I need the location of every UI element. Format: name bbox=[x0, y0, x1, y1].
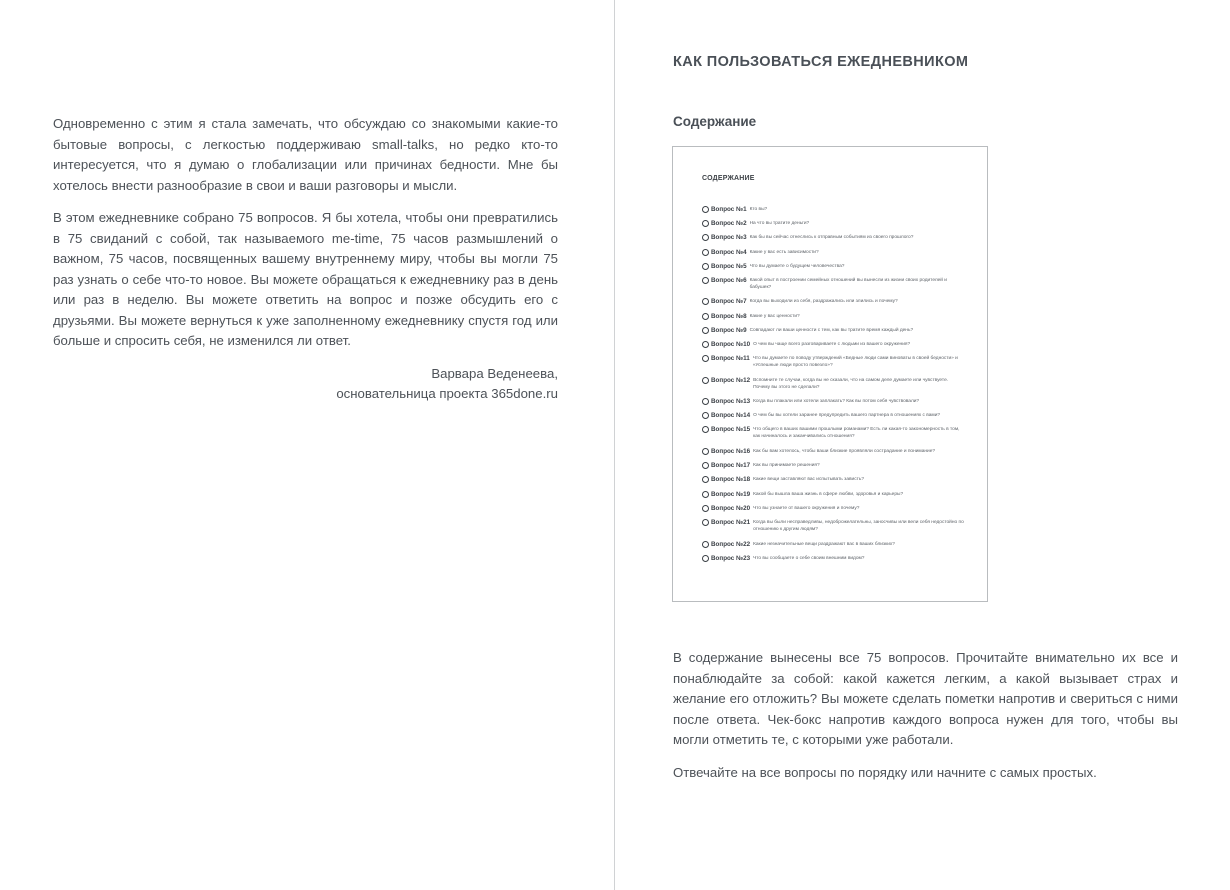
contents-item bbox=[702, 397, 964, 406]
contents-item bbox=[702, 354, 964, 369]
author-signature bbox=[53, 364, 558, 405]
contents-item bbox=[702, 540, 964, 549]
question-number: Вопрос №3 bbox=[711, 234, 747, 241]
contents-item bbox=[702, 262, 964, 271]
question-number: Вопрос №8 bbox=[711, 313, 747, 320]
contents-subheading: Содержание bbox=[673, 114, 757, 129]
contents-item bbox=[702, 326, 964, 335]
thumbnail-title: СОДЕРЖАНИЕ bbox=[702, 175, 755, 182]
checkbox-circle-icon[interactable] bbox=[702, 505, 709, 512]
question-number: Вопрос №1 bbox=[711, 206, 747, 213]
author-name: Варвара Веденеева, bbox=[431, 365, 558, 381]
question-number: Вопрос №10 bbox=[711, 341, 751, 348]
question-text: Что общего в ваших вашими прошлыми романами? Есть ли какая-то закономерность в том, как начиналось и заканчивались отношения? bbox=[753, 427, 960, 439]
left-page-content bbox=[53, 114, 558, 405]
contents-item bbox=[702, 376, 964, 391]
question-number: Вопрос №7 bbox=[711, 298, 747, 305]
question-number: Вопрос №2 bbox=[711, 220, 747, 227]
question-text: О чем вы чаще всего разговариваете с людьми из вашего окружения? bbox=[753, 342, 911, 347]
checkbox-circle-icon[interactable] bbox=[702, 555, 709, 562]
question-text: Какой бы вышла ваша жизнь в сфере любви, здоровья и карьеры? bbox=[753, 492, 904, 497]
checkbox-circle-icon[interactable] bbox=[702, 313, 709, 320]
contents-item bbox=[702, 219, 964, 228]
question-number: Вопрос №23 bbox=[711, 555, 751, 562]
question-number: Вопрос №21 bbox=[711, 519, 751, 526]
question-number: Вопрос №4 bbox=[711, 249, 747, 256]
checkbox-circle-icon[interactable] bbox=[702, 277, 709, 284]
author-role: основательница проекта 365done.ru bbox=[336, 386, 558, 401]
contents-thumbnail bbox=[672, 146, 988, 602]
question-text: Какие у вас есть зависимости? bbox=[749, 250, 819, 255]
checkbox-circle-icon[interactable] bbox=[702, 448, 709, 455]
contents-item bbox=[702, 518, 964, 533]
question-text: Какие незначительные вещи раздражают вас в ваших близких? bbox=[753, 542, 895, 547]
contents-item bbox=[702, 205, 964, 214]
checkbox-circle-icon[interactable] bbox=[702, 206, 709, 213]
question-number: Вопрос №14 bbox=[711, 412, 751, 419]
contents-item bbox=[702, 490, 964, 499]
question-number: Вопрос №9 bbox=[711, 327, 747, 334]
question-text: Как бы вам хотелось, чтобы ваши близкие проявляли сострадание и понимание? bbox=[753, 449, 936, 454]
contents-item bbox=[702, 447, 964, 456]
contents-item bbox=[702, 475, 964, 484]
question-text: Какие у вас ценности? bbox=[749, 314, 800, 319]
question-number: Вопрос №12 bbox=[711, 377, 751, 384]
contents-item bbox=[702, 425, 964, 440]
question-text: Что вы узнаете от вашего окружения и почему? bbox=[753, 506, 860, 511]
checkbox-circle-icon[interactable] bbox=[702, 398, 709, 405]
contents-item bbox=[702, 504, 964, 513]
checkbox-circle-icon[interactable] bbox=[702, 263, 709, 270]
question-number: Вопрос №17 bbox=[711, 462, 751, 469]
checkbox-circle-icon[interactable] bbox=[702, 341, 709, 348]
contents-item bbox=[702, 340, 964, 349]
question-number: Вопрос №11 bbox=[711, 355, 750, 362]
question-text: На что вы тратите деньги? bbox=[749, 221, 810, 226]
question-text: Когда вы выходили из себя, раздражались или злились и почему? bbox=[749, 299, 898, 304]
checkbox-circle-icon[interactable] bbox=[702, 541, 709, 548]
contents-item bbox=[702, 461, 964, 470]
question-text: Когда вы плакали или хотели заплакать? Как вы потом себя чувствовали? bbox=[753, 399, 920, 404]
contents-item bbox=[702, 233, 964, 242]
checkbox-circle-icon[interactable] bbox=[702, 491, 709, 498]
right-page bbox=[615, 0, 1230, 890]
intro-paragraph-1: Одновременно с этим я стала замечать, что обсуждаю со знакомыми какие-то бытовые вопросы, с легкостью поддерживаю small-talks, но редко кто-то интересуется, что я думаю о глобализации или причинах бедности. Мне бы хотелось внести разнообразие в свои и ваши разговоры и мысли. bbox=[53, 116, 558, 193]
question-number: Вопрос №22 bbox=[711, 541, 751, 548]
question-text: Какие вещи заставляют вас испытывать зависть? bbox=[753, 477, 864, 482]
left-page bbox=[0, 0, 614, 890]
checkbox-circle-icon[interactable] bbox=[702, 355, 709, 362]
section-title: КАК ПОЛЬЗОВАТЬСЯ ЕЖЕДНЕВНИКОМ bbox=[673, 54, 969, 70]
contents-item bbox=[702, 276, 964, 291]
intro-paragraph-2: В этом ежедневнике собрано 75 вопросов. Я бы хотела, чтобы они превратились в 75 свиданий с собой, так называемого me-time, 75 часов размышлений о важном, 75 часов, посвященных вашему внутреннему миру, чтобы вы могли 75 раз узнать о себе что-то новое. Вы можете обращаться к ежедневнику раз в день или раз в неделю. Вы можете ответить на вопрос и позже обсудить его с друзьями. Вы можете вернуться к уже заполненному ежедневнику спустя год или больше и спросить себя, не изменился ли ответ. bbox=[53, 210, 558, 348]
question-text: Что вы думаете о будущем человечества? bbox=[749, 264, 845, 269]
question-number: Вопрос №18 bbox=[711, 476, 751, 483]
checkbox-circle-icon[interactable] bbox=[702, 519, 709, 526]
checkbox-circle-icon[interactable] bbox=[702, 234, 709, 241]
question-number: Вопрос №16 bbox=[711, 448, 751, 455]
question-text: Как бы вы сейчас отнеслись к отправным событиям из своего прошлого? bbox=[749, 235, 914, 240]
checkbox-circle-icon[interactable] bbox=[702, 462, 709, 469]
checkbox-circle-icon[interactable] bbox=[702, 377, 709, 384]
question-text: Что вы думаете по поводу утверждений «Бедные люди сами виноваты в своей бедности» и «Успешные люди просто повезло»? bbox=[752, 356, 958, 368]
contents-item bbox=[702, 554, 964, 563]
contents-item bbox=[702, 312, 964, 321]
contents-item bbox=[702, 297, 964, 306]
question-text: О чем бы вы хотели заранее предупредить вашего партнера в отношениях с вами? bbox=[753, 413, 941, 418]
checkbox-circle-icon[interactable] bbox=[702, 249, 709, 256]
question-text: Что вы сообщаете о себе своим внешним видом? bbox=[753, 556, 865, 561]
contents-item bbox=[702, 411, 964, 420]
instructions-paragraph-1: В содержание вынесены все 75 вопросов. Прочитайте внимательно их все и понаблюдайте за собой: какой кажется легким, а какой вызывает страх и желание его отложить? Вы можете сделать пометки напротив и свериться с ними после ответа. Чек-бокс напротив каждого вопроса нужен для того, чтобы вы могли отметить те, с которыми уже работали. bbox=[673, 650, 1178, 747]
question-text: Какой опыт в построении семейных отношений вы вынесли из жизни своих родителей и бабушек? bbox=[749, 278, 947, 290]
question-number: Вопрос №5 bbox=[711, 263, 747, 270]
question-number: Вопрос №15 bbox=[711, 426, 751, 433]
question-text: Когда вы были несправедливы, недоброжелательны, заносчивы или вели себя недостойно по отношению к другим людям? bbox=[753, 520, 964, 532]
contents-item bbox=[702, 248, 964, 257]
question-text: Кто вы? bbox=[749, 207, 768, 212]
question-number: Вопрос №19 bbox=[711, 491, 751, 498]
question-text: Совпадают ли ваши ценности с тем, как вы тратите время каждый день? bbox=[749, 328, 914, 333]
question-number: Вопрос №20 bbox=[711, 505, 751, 512]
right-page-content bbox=[673, 648, 1178, 783]
checkbox-circle-icon[interactable] bbox=[702, 426, 709, 433]
checkbox-circle-icon[interactable] bbox=[702, 412, 709, 419]
checkbox-circle-icon[interactable] bbox=[702, 220, 709, 227]
instructions-paragraph-2: Отвечайте на все вопросы по порядку или начните с самых простых. bbox=[673, 764, 1097, 780]
question-text: Вспомните те случаи, когда вы не сказали, что на самом деле думаете или чувствуете. Почему вы этого не сделали? bbox=[753, 378, 949, 390]
question-text: Как вы принимаете решения? bbox=[753, 463, 820, 468]
question-number: Вопрос №13 bbox=[711, 398, 751, 405]
checkbox-circle-icon[interactable] bbox=[702, 298, 709, 305]
checkbox-circle-icon[interactable] bbox=[702, 476, 709, 483]
question-number: Вопрос №6 bbox=[711, 277, 747, 284]
checkbox-circle-icon[interactable] bbox=[702, 327, 709, 334]
